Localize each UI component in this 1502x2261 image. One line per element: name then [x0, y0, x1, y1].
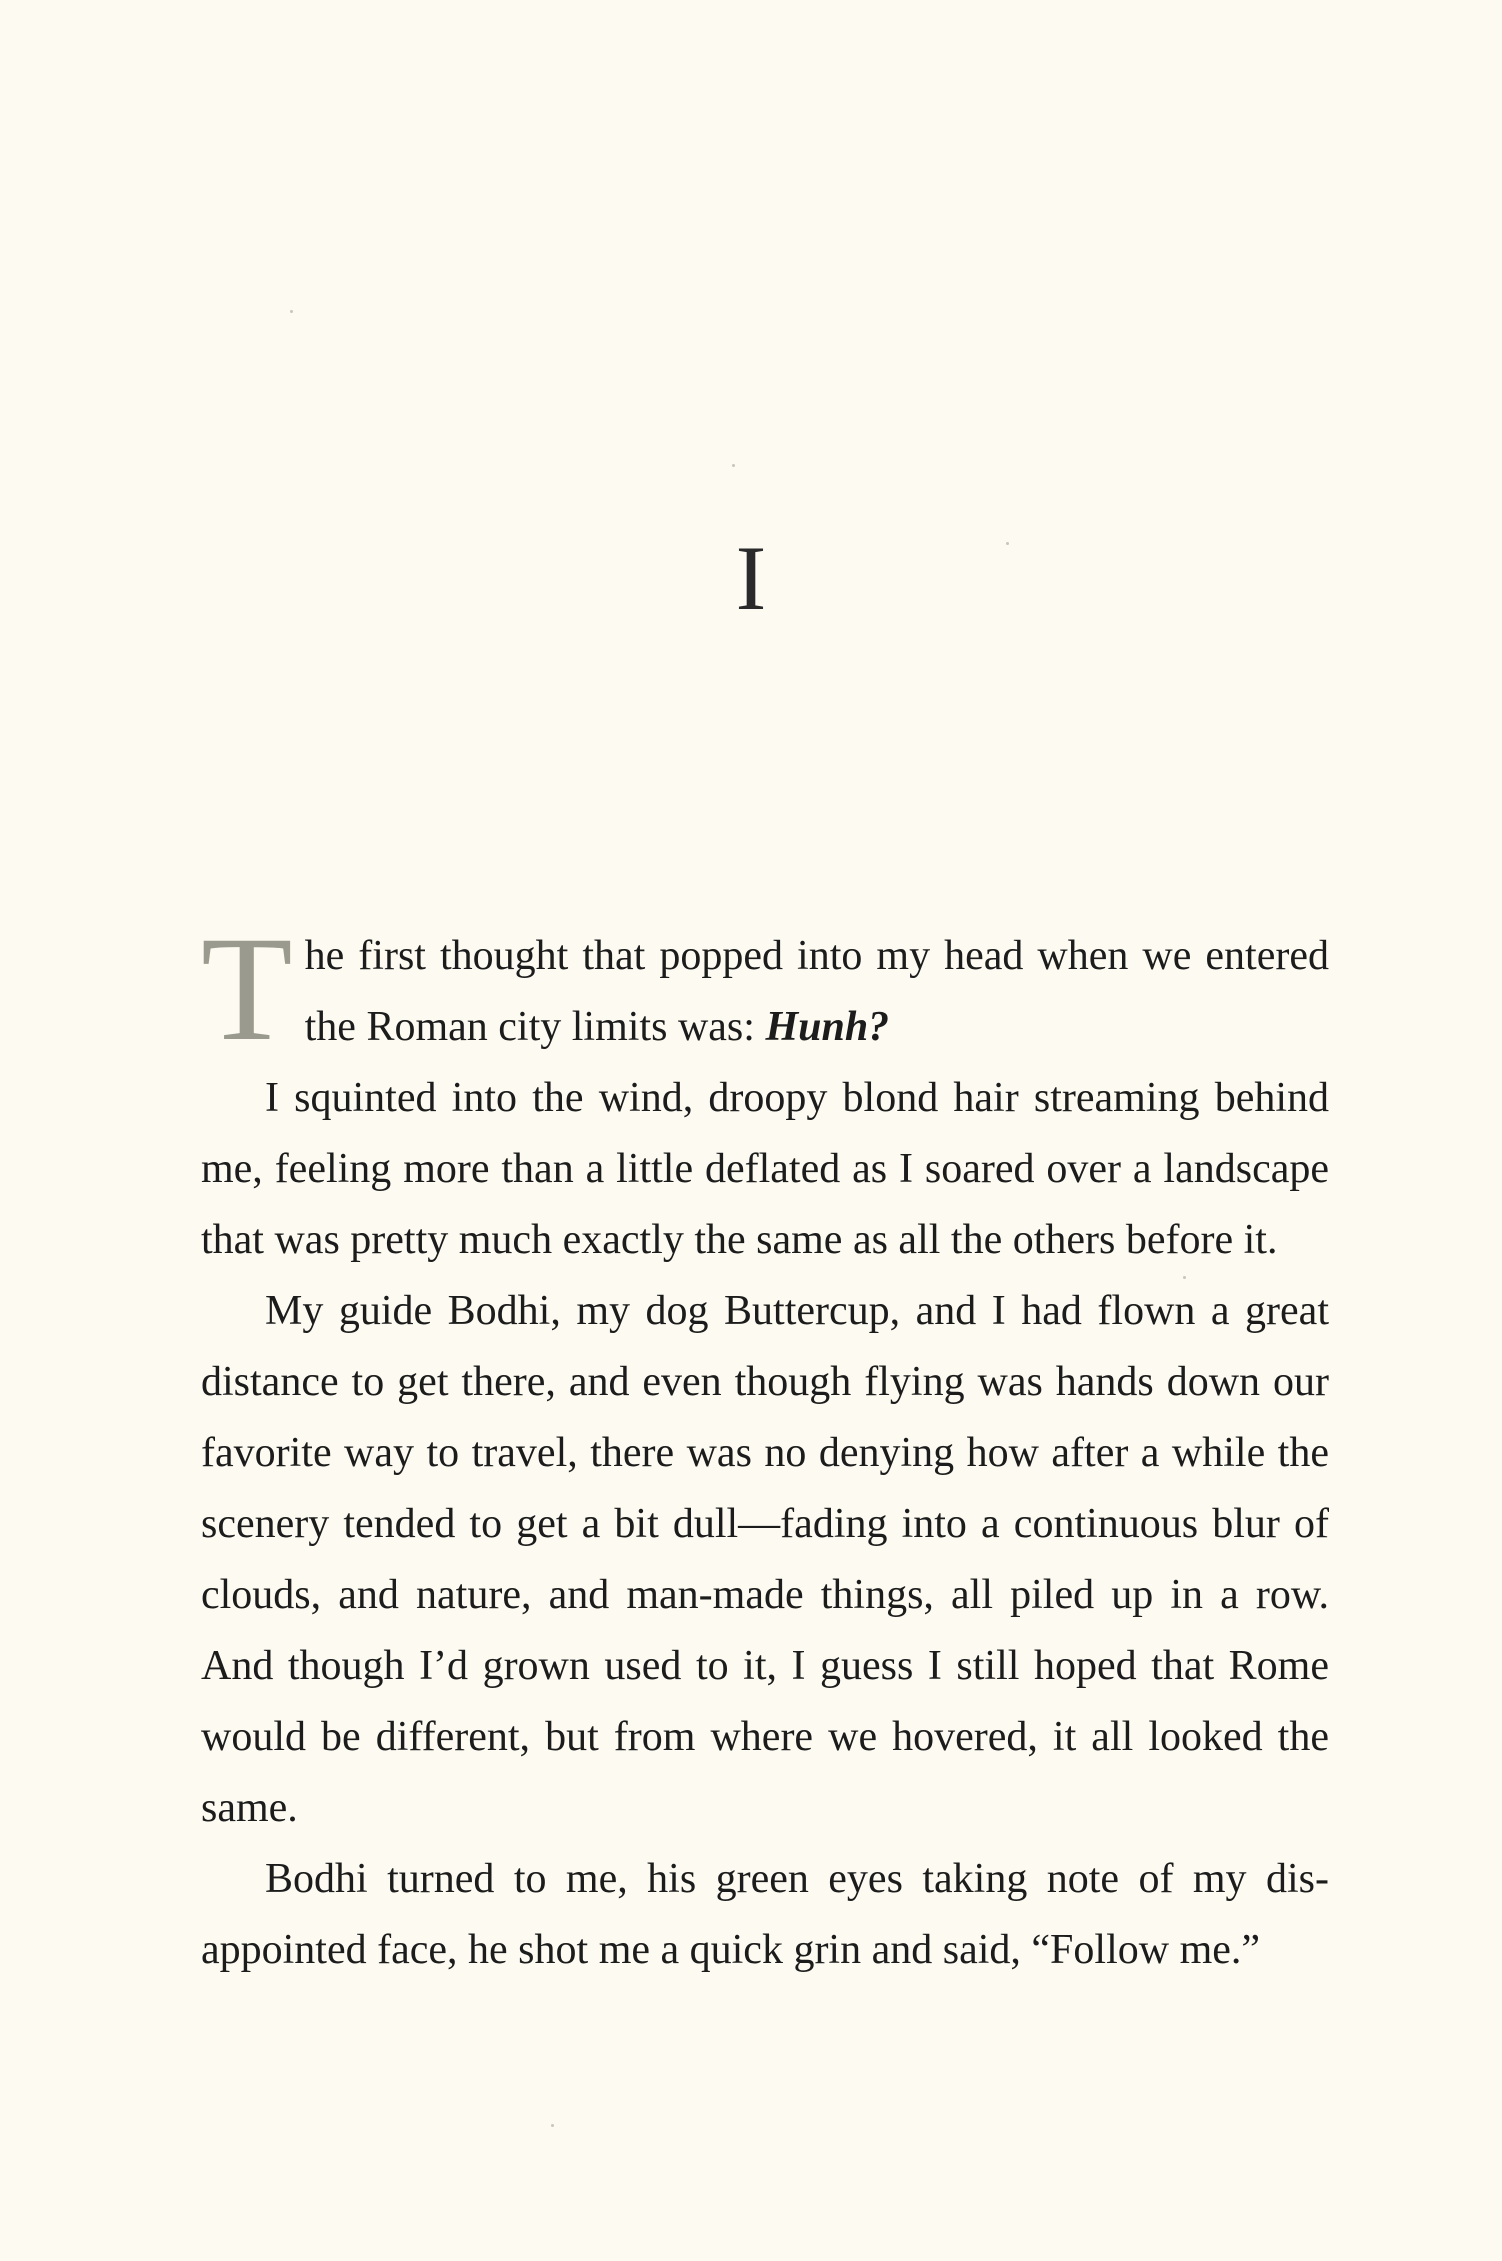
chapter-number: I — [735, 527, 767, 629]
paragraph-2: I squinted into the wind, droopy blond hair streaming behind me, feeling more than a little deflated as I soared over a landscape that was pretty much exactly the same as all the others before it. — [201, 1075, 1329, 1263]
paragraph-1-emphasis: Hunh? — [765, 1004, 890, 1050]
drop-cap: T — [201, 906, 293, 1072]
paragraph-4: Bodhi turned to me, his green eyes taking note of my disappointed face, he shot me a quick grin and said, “Follow me.” — [201, 1856, 1329, 1973]
chapter-body — [201, 906, 1329, 1986]
paragraph-1-text: he first thought that popped into my head when we entered the Roman city limits was: — [304, 933, 1329, 1050]
paragraph-1 — [201, 906, 1329, 1072]
paper-speck — [290, 310, 293, 313]
paper-speck — [551, 2124, 554, 2127]
paper-speck — [732, 464, 735, 467]
paragraph-3: My guide Bodhi, my dog Buttercup, and I had flown a great distance to get there, and even though flying was hands down our favorite way to travel, there was no denying how after a while the scenery tended to get a bit dull—fading into a continuous blur of clouds, and nature, and man-made things, all piled up in a row. And though I’d grown used to it, I guess I still hoped that Rome would be different, but from where we hovered, it all looked the same. — [201, 1288, 1329, 1831]
